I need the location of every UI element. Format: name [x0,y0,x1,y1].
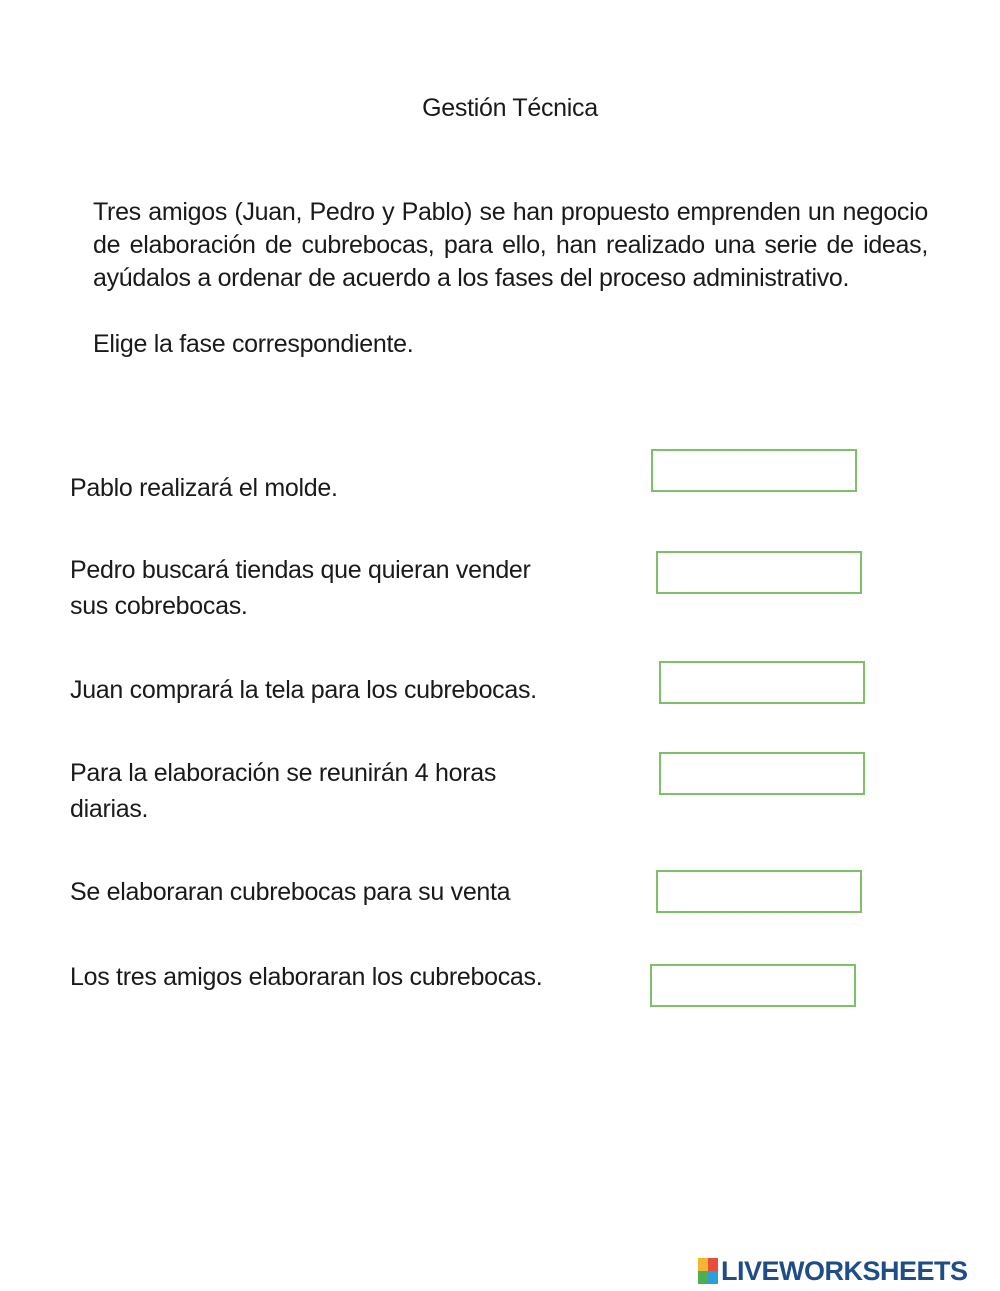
answer-dropdown-5[interactable] [656,870,862,913]
answer-dropdown-3[interactable] [659,661,865,704]
liveworksheets-logo[interactable] [698,1256,968,1286]
intro-paragraph: Tres amigos (Juan, Pedro y Pablo) se han propuesto emprenden un negocio de elaboración de cubrebocas, para ello, han realizado una serie de ideas, ayúdalos a ordenar de acuerdo a los fases del proceso administrativo. [93,198,928,292]
item-text-6: Los tres amigos elaboraran los cubrebocas. [70,963,543,991]
liveworksheets-logo-icon [698,1258,718,1284]
logo-text: LIVEWORKSHEETS [721,1255,968,1286]
answer-dropdown-6[interactable] [650,964,856,1007]
answer-dropdown-1[interactable] [651,449,857,492]
logo-tile-icon [708,1271,718,1284]
instruction-text: Elige la fase correspondiente. [93,330,414,358]
item-text-1: Pablo realizará el molde. [70,474,338,502]
logo-tile-icon [698,1271,708,1284]
item-text-4: Para la elaboración se reunirán 4 horas diarias. [70,759,497,823]
answer-dropdown-2[interactable] [656,551,862,594]
item-text-5: Se elaboraran cubrebocas para su venta [70,878,511,906]
logo-tile-icon [708,1258,718,1271]
item-text-3: Juan comprará la tela para los cubrebocas. [70,676,537,704]
logo-tile-icon [698,1258,708,1271]
page-title: Gestión Técnica [422,94,598,122]
item-text-2: Pedro buscará tiendas que quieran vender sus cobrebocas. [70,556,531,620]
answer-dropdown-4[interactable] [659,752,865,795]
